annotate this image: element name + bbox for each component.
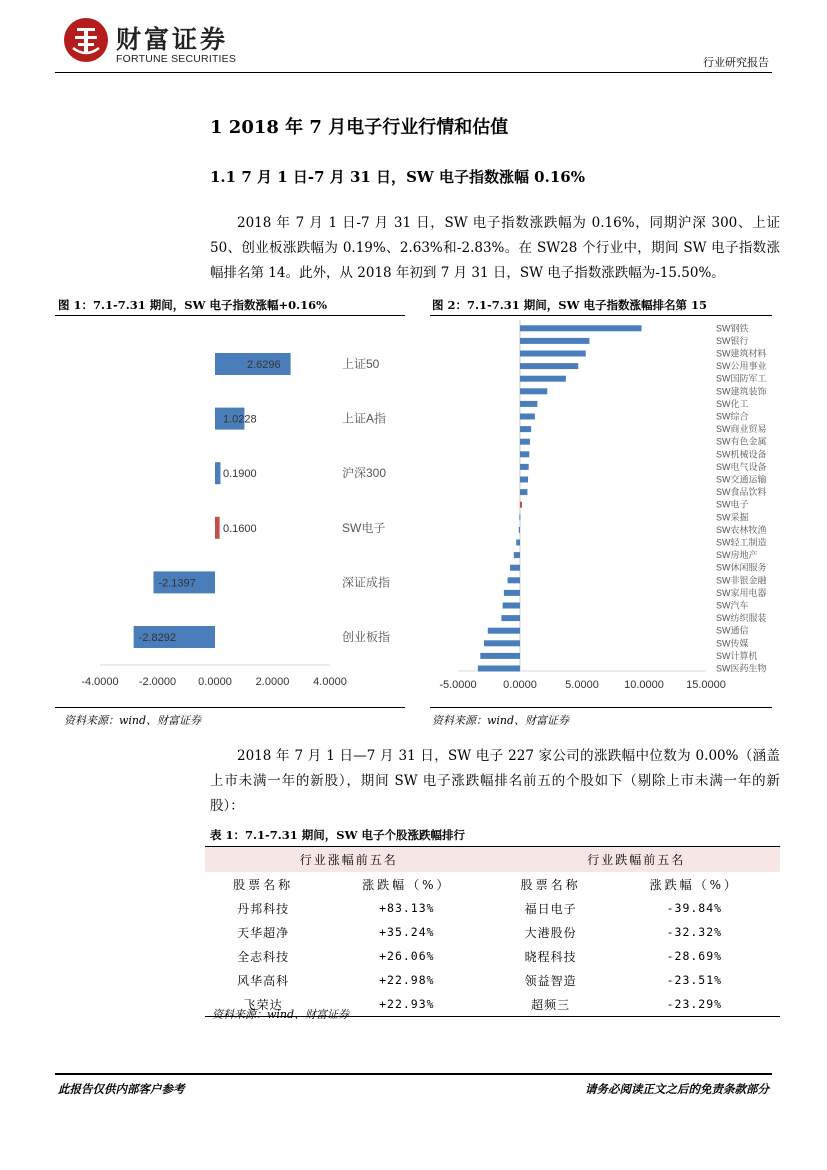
bar (520, 489, 527, 495)
bar (215, 517, 220, 539)
category-label: SW休闲服务 (716, 562, 767, 573)
bar (504, 590, 520, 596)
bar (508, 577, 520, 583)
figure2-chart (430, 318, 775, 698)
category-label: SW建筑材料 (716, 348, 767, 359)
footer-disclaimer-right: 请务必阅读正文之后的免责条款部分 (585, 1082, 769, 1096)
bar (520, 363, 578, 369)
category-label: SW银行 (716, 335, 749, 346)
table-row (205, 968, 780, 992)
table-cell: 全志科技 (237, 949, 290, 964)
header-divider (55, 72, 772, 73)
stock-ranking-table (205, 846, 780, 1017)
category-label: SW有色金属 (716, 436, 767, 447)
figure1-title: 图 1：7.1-7.31 期间，SW 电子指数涨幅+0.16% (58, 298, 328, 312)
data-label: 1.0228 (223, 413, 257, 426)
bar (484, 640, 520, 646)
paragraph-2 (210, 744, 780, 819)
category-label: 创业板指 (342, 630, 391, 644)
table-column-header: 股票名称 (520, 877, 581, 892)
logo-icon (64, 18, 108, 62)
data-label: -2.1397 (158, 577, 196, 590)
table-cell: 天华超净 (237, 925, 290, 940)
brand-name-cn: 财富证券 (116, 25, 229, 54)
category-label: SW计算机 (716, 650, 758, 661)
table-title: 表 1：7.1-7.31 期间，SW 电子个股涨跌幅排行 (210, 828, 466, 842)
x-tick-label: 10.0000 (624, 679, 664, 691)
category-label: SW商业贸易 (716, 424, 767, 435)
category-label: SW化工 (716, 398, 749, 409)
category-label: 深证成指 (342, 575, 391, 590)
category-label: SW国防军工 (716, 373, 767, 384)
category-label: SW传媒 (716, 638, 749, 649)
table-cell: +26.06% (379, 949, 435, 963)
paragraph-2-text: 2018 年 7 月 1 日—7 月 31 日，SW 电子 227 家公司的涨跌幅中位数为 0.00%（涵盖上市未满一年的新股），期间 SW 电子涨跌幅排名前五的个股如下（剔除上市未满一年的新股）： (210, 748, 780, 814)
category-label: 上证50 (342, 357, 380, 371)
table-cell: 福日电子 (524, 901, 577, 916)
figure2-title-rule (430, 315, 772, 316)
bar (480, 653, 520, 659)
section-heading: 1 2018 年 7 月电子行业行情和估值 (210, 117, 509, 138)
table-cell: +35.24% (379, 925, 435, 939)
x-tick-label: -5.0000 (439, 679, 477, 691)
figure1-bottom-rule (55, 707, 405, 708)
category-label: SW电子 (342, 520, 386, 535)
category-label: SW医药生物 (716, 663, 767, 674)
bar (520, 439, 530, 445)
category-label: SW电气设备 (716, 461, 767, 472)
bar (488, 628, 520, 634)
category-label: SW钢铁 (716, 323, 749, 334)
brand-name-en: FORTUNE SECURITIES (116, 53, 237, 65)
bar (501, 615, 520, 621)
x-tick-label: 15.0000 (686, 679, 726, 691)
bar (516, 540, 520, 546)
bar (519, 514, 520, 520)
table-group-header: 行业跌幅前五名 (492, 847, 780, 873)
document-type: 行业研究报告 (703, 56, 769, 69)
bar (520, 477, 528, 483)
x-tick-label: -4.0000 (81, 676, 119, 688)
bar (215, 462, 220, 484)
paragraph-1 (210, 211, 780, 286)
table-cell: -32.32% (666, 925, 723, 939)
category-label: SW房地产 (716, 550, 758, 561)
table-cell: -23.29% (609, 992, 780, 1017)
table-source: 资料来源：wind、财富证券 (212, 1008, 350, 1021)
x-tick-label: -2.0000 (138, 676, 177, 688)
category-label: SW非银金融 (716, 575, 767, 586)
category-label: SW公用事业 (716, 361, 767, 372)
table-cell: 晓程科技 (524, 949, 577, 964)
x-tick-label: 2.0000 (255, 676, 290, 688)
data-label: 0.1600 (223, 522, 257, 535)
bar (520, 388, 547, 394)
footer-disclaimer-left: 此报告仅供内部客户参考 (58, 1082, 185, 1096)
figure1-source: 资料来源：wind、财富证券 (64, 714, 202, 727)
x-tick-label: 5.0000 (565, 679, 599, 691)
table-row (205, 920, 780, 944)
x-tick-label: 0.0000 (198, 676, 232, 688)
table-cell: 风华高科 (237, 973, 290, 988)
table-cell: -23.51% (666, 973, 723, 987)
category-label: SW纺织服装 (716, 613, 767, 624)
bar (519, 527, 520, 533)
category-label: 上证A指 (342, 411, 387, 426)
table-column-header: 股票名称 (233, 877, 294, 892)
category-label: SW采掘 (716, 512, 749, 523)
figure1-chart (55, 318, 405, 698)
category-label: SW汽车 (716, 600, 749, 611)
bar (478, 666, 520, 672)
table-cell: -28.69% (666, 949, 723, 963)
category-label: 沪深300 (342, 466, 387, 481)
table-row (205, 944, 780, 968)
category-label: SW综合 (716, 411, 749, 422)
bar (520, 502, 522, 508)
table-cell: -39.84% (666, 901, 723, 915)
bar (520, 451, 529, 457)
category-label: SW交通运输 (716, 474, 767, 485)
table-cell: 超频三 (492, 992, 608, 1017)
category-label: SW通信 (716, 625, 749, 636)
table-cell: 飞荣达 (205, 992, 321, 1017)
bar (514, 552, 520, 558)
figure2-bottom-rule (430, 707, 772, 708)
data-label: 0.1900 (223, 468, 257, 481)
bar (520, 351, 586, 357)
table-column-header: 涨跌幅（%） (362, 877, 452, 892)
category-label: SW食品饮料 (716, 487, 767, 498)
data-label: -2.8292 (138, 632, 176, 644)
bar (510, 565, 520, 571)
data-label: 2.6296 (247, 359, 281, 371)
figure2-title: 图 2：7.1-7.31 期间，SW 电子指数涨幅排名第 15 (432, 298, 708, 312)
bar (520, 426, 531, 432)
bar (520, 414, 535, 420)
table-group-header: 行业涨幅前五名 (205, 847, 492, 873)
table-cell: +22.93% (321, 992, 492, 1017)
category-label: SW电子 (716, 499, 749, 510)
category-label: SW家用电器 (716, 587, 767, 598)
bar (520, 376, 566, 382)
table-cell: 丹邦科技 (237, 901, 290, 916)
category-label: SW轻工制造 (716, 537, 767, 548)
x-tick-label: 0.0000 (503, 679, 537, 691)
table-cell: 大港股份 (524, 925, 577, 940)
bar (520, 401, 537, 407)
figure2-source: 资料来源：wind、财富证券 (432, 714, 570, 727)
table-cell: 领益智造 (524, 973, 577, 988)
table-column-header: 涨跌幅（%） (649, 877, 740, 892)
figure1-title-rule (55, 315, 405, 316)
table-cell: +22.98% (379, 973, 435, 987)
bar (520, 325, 642, 331)
table-row (205, 896, 780, 920)
bar (520, 464, 529, 470)
table-cell: +83.13% (379, 901, 435, 915)
x-tick-label: 4.0000 (313, 676, 347, 688)
footer-divider (55, 1073, 772, 1075)
paragraph-1-text: 2018 年 7 月 1 日-7 月 31 日，SW 电子指数涨跌幅为 0.16%，同期沪深 300、上证 50、创业板涨跌幅为 0.19%、2.63%和-2.83%。在 SW28 个行业中，期间 SW 电子指数涨幅排名第 14。此外，从 2018 年初到 7 月 31 日，SW 电子指数涨跌幅为-15.50%。 (210, 215, 780, 281)
category-label: SW机械设备 (716, 449, 767, 460)
subsection-heading: 1.1 7 月 1 日-7 月 31 日，SW 电子指数涨幅 0.16% (210, 168, 585, 186)
category-label: SW农林牧渔 (716, 524, 767, 535)
bar (520, 338, 589, 344)
category-label: SW建筑装饰 (716, 386, 767, 397)
bar (503, 603, 520, 609)
